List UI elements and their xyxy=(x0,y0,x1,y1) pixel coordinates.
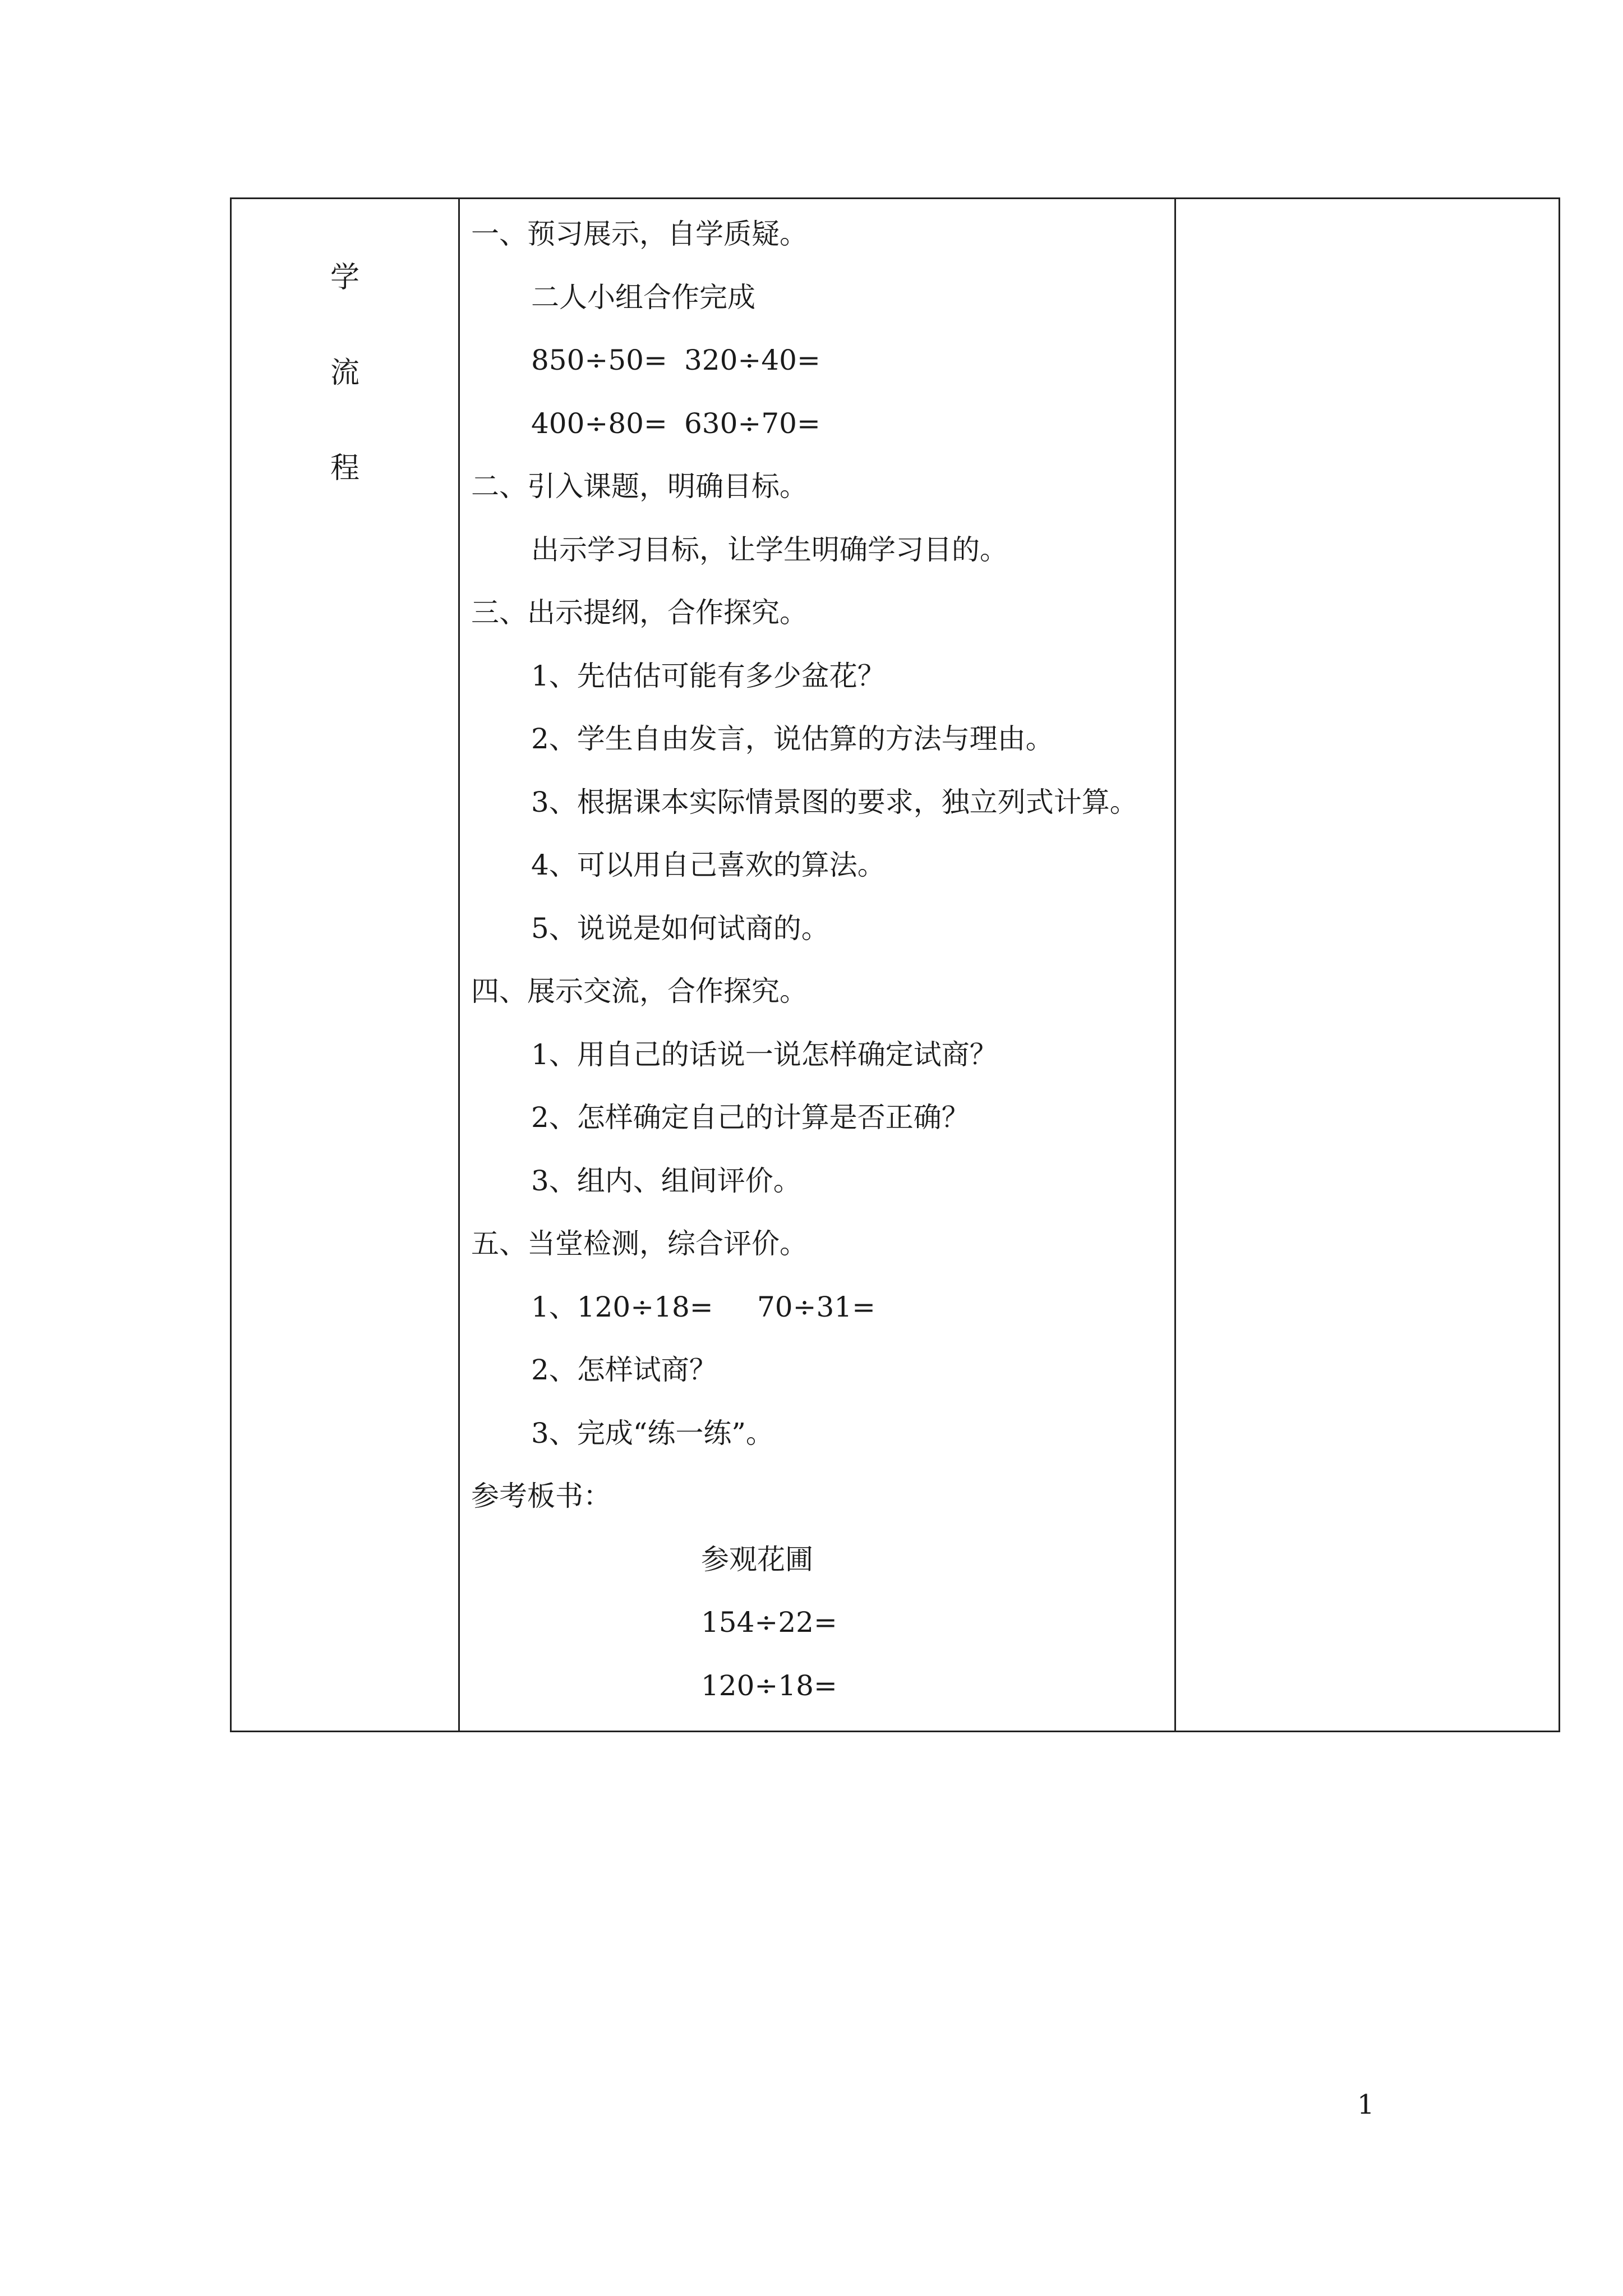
list-item: 2、学生自由发言，说估算的方法与理由。 xyxy=(531,723,1054,755)
list-item: 3、根据课本实际情景图的要求，独立列式计算。 xyxy=(531,786,1138,818)
section-heading: 三、出示提纲，合作探究。 xyxy=(471,596,808,629)
section-heading: 二、引入课题，明确目标。 xyxy=(471,470,808,503)
side-label-char: 流 xyxy=(330,356,359,390)
page-number: 1 xyxy=(1357,2089,1375,2120)
side-label-column xyxy=(232,199,460,1731)
list-item: 1、用自己的话说一说怎样确定试商？ xyxy=(531,1038,998,1071)
side-label-char: 程 xyxy=(330,452,359,485)
list-item: 2、怎样确定自己的计算是否正确？ xyxy=(531,1101,970,1134)
calc-expression: 400÷80= xyxy=(531,407,667,440)
section-heading: 五、当堂检测，综合评价。 xyxy=(471,1227,808,1260)
board-heading: 参考板书： xyxy=(471,1480,611,1512)
calc-expression: 850÷50= xyxy=(531,344,667,376)
board-line: 120÷18= xyxy=(701,1669,837,1702)
calc-expression: 630÷70= xyxy=(684,407,820,440)
section-heading: 一、预习展示，自学质疑。 xyxy=(471,218,808,250)
calc-expression: 320÷40= xyxy=(684,344,820,376)
body-text: 出示学习目标，让学生明确学习目的。 xyxy=(531,533,1008,566)
list-item: 1、先估估可能有多少盆花？ xyxy=(531,660,886,692)
side-label-char: 学 xyxy=(330,261,359,295)
list-item: 4、可以用自己喜欢的算法。 xyxy=(531,849,886,881)
list-item: 3、组内、组间评价。 xyxy=(531,1165,801,1197)
task-text: 二人小组合作完成 xyxy=(531,281,755,314)
list-item: 1、120÷18= xyxy=(531,1291,713,1323)
list-item: 3、完成“练一练”。 xyxy=(531,1417,774,1450)
content-column xyxy=(460,199,1176,1731)
lesson-table xyxy=(230,197,1560,1732)
notes-column xyxy=(1176,199,1559,1731)
list-item: 5、说说是如何试商的。 xyxy=(531,912,829,945)
calc-expression: 70÷31= xyxy=(757,1291,876,1323)
board-line: 154÷22= xyxy=(701,1606,837,1639)
section-heading: 四、展示交流，合作探究。 xyxy=(471,975,808,1007)
list-item: 2、怎样试商？ xyxy=(531,1354,717,1386)
board-title: 参观花圃 xyxy=(701,1543,813,1576)
